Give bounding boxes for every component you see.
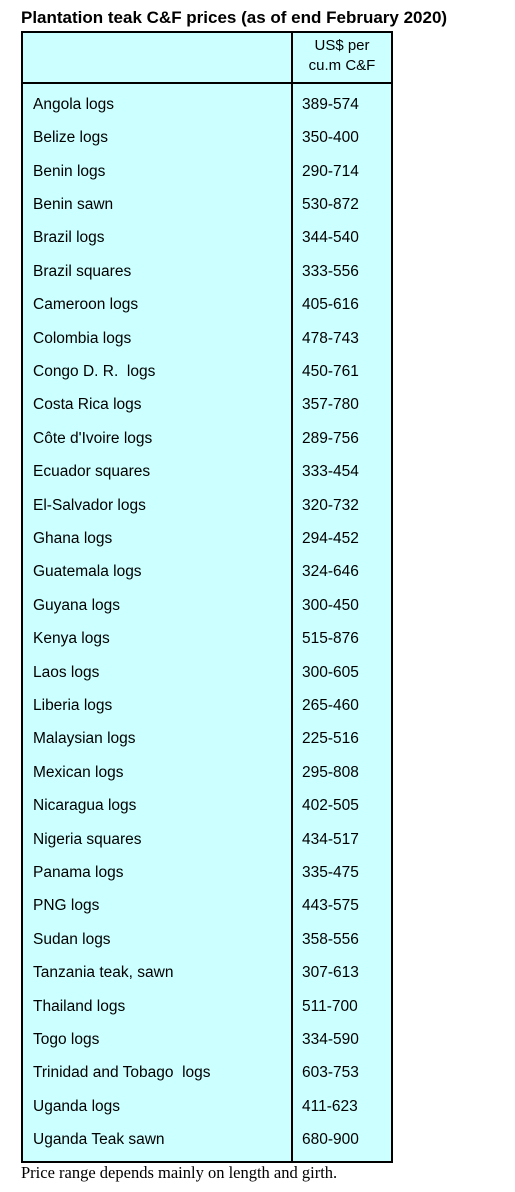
price-cell: 511-700	[302, 997, 358, 1015]
table-body	[23, 84, 391, 1163]
table-row	[23, 322, 391, 355]
price-cell: 434-517	[302, 830, 359, 848]
table-row	[23, 689, 391, 722]
price-cell: 515-876	[302, 630, 359, 648]
country-cell: Togo logs	[33, 1031, 100, 1049]
country-cell: Guatemala logs	[33, 563, 142, 581]
table-row	[23, 756, 391, 789]
price-cell: 333-556	[302, 262, 359, 280]
price-column-header-line2: cu.m C&F	[308, 57, 376, 74]
table-row	[23, 222, 391, 255]
country-cell: Angola logs	[33, 95, 115, 113]
country-cell: Benin logs	[33, 162, 106, 180]
price-cell: 357-780	[302, 396, 359, 414]
country-cell: Malaysian logs	[33, 730, 136, 748]
price-cell: 300-450	[302, 596, 359, 614]
table-row	[23, 1057, 391, 1090]
table-row	[23, 957, 391, 990]
country-cell: Cameroon logs	[33, 296, 139, 314]
table-row	[23, 790, 391, 823]
price-cell: 300-605	[302, 663, 359, 681]
country-cell: Sudan logs	[33, 930, 111, 948]
table-row	[23, 623, 391, 656]
table-row	[23, 990, 391, 1023]
table-row	[23, 723, 391, 756]
country-cell: Uganda Teak sawn	[33, 1131, 165, 1149]
country-cell: Ghana logs	[33, 529, 113, 547]
price-cell: 290-714	[302, 162, 359, 180]
price-cell: 450-761	[302, 362, 359, 380]
price-cell: 289-756	[302, 429, 359, 447]
price-column-header-line1: US$ per	[314, 37, 370, 54]
table-row	[23, 288, 391, 321]
table-row	[23, 188, 391, 221]
table-row	[23, 1023, 391, 1056]
country-cell: Benin sawn	[33, 195, 114, 213]
price-cell: 350-400	[302, 129, 359, 147]
table-row	[23, 856, 391, 889]
table-row	[23, 489, 391, 522]
country-cell: Laos logs	[33, 663, 100, 681]
table-row	[23, 823, 391, 856]
country-cell: Liberia logs	[33, 697, 113, 715]
price-cell: 225-516	[302, 730, 359, 748]
table-row	[23, 923, 391, 956]
price-cell: 411-623	[302, 1097, 358, 1115]
country-cell: Tanzania teak, sawn	[33, 964, 174, 982]
price-cell: 680-900	[302, 1131, 359, 1149]
price-cell: 320-732	[302, 496, 359, 514]
price-cell: 530-872	[302, 195, 359, 213]
price-cell: 402-505	[302, 797, 359, 815]
country-cell: PNG logs	[33, 897, 100, 915]
price-cell: 344-540	[302, 229, 359, 247]
country-cell: Guyana logs	[33, 596, 121, 614]
price-cell: 295-808	[302, 763, 359, 781]
price-cell: 333-454	[302, 463, 359, 481]
table-row	[23, 255, 391, 288]
country-cell: Thailand logs	[33, 997, 126, 1015]
country-cell: Nicaragua logs	[33, 797, 137, 815]
country-cell: Brazil logs	[33, 229, 105, 247]
country-cell: Nigeria squares	[33, 830, 142, 848]
country-cell: Belize logs	[33, 129, 108, 147]
country-cell: Congo D. R. logs	[33, 362, 156, 380]
table-row	[23, 88, 391, 121]
country-cell: Uganda logs	[33, 1097, 121, 1115]
price-cell: 389-574	[302, 95, 359, 113]
price-cell: 443-575	[302, 897, 359, 915]
country-cell: Panama logs	[33, 864, 124, 882]
price-cell: 603-753	[302, 1064, 359, 1082]
country-cell: Trinidad and Tobago logs	[33, 1064, 211, 1082]
country-cell: Costa Rica logs	[33, 396, 142, 414]
price-cell: 324-646	[302, 563, 359, 581]
price-cell: 294-452	[302, 529, 359, 547]
table-row	[23, 389, 391, 422]
table-row	[23, 155, 391, 188]
price-cell: 265-460	[302, 697, 359, 715]
table-row	[23, 1090, 391, 1123]
country-cell: Kenya logs	[33, 630, 110, 648]
country-cell: Mexican logs	[33, 763, 124, 781]
table-row	[23, 1124, 391, 1157]
table-row	[23, 556, 391, 589]
country-cell: Brazil squares	[33, 262, 132, 280]
table-row	[23, 522, 391, 555]
price-column-header	[293, 36, 391, 76]
price-table	[21, 31, 393, 1163]
price-cell: 478-743	[302, 329, 359, 347]
country-cell: Ecuador squares	[33, 463, 151, 481]
price-cell: 358-556	[302, 930, 359, 948]
table-title: Plantation teak C&F prices (as of end February 2020)	[21, 8, 448, 27]
table-row	[23, 589, 391, 622]
country-cell: Colombia logs	[33, 329, 132, 347]
table-row	[23, 890, 391, 923]
table-row	[23, 422, 391, 455]
footnote: Price range depends mainly on length and girth.	[21, 1163, 338, 1182]
price-cell: 334-590	[302, 1031, 359, 1049]
table-row	[23, 455, 391, 488]
country-cell: Côte d'Ivoire logs	[33, 429, 153, 447]
price-cell: 405-616	[302, 296, 359, 314]
price-cell: 307-613	[302, 964, 359, 982]
table-row	[23, 656, 391, 689]
table-row	[23, 355, 391, 388]
country-cell: El-Salvador logs	[33, 496, 146, 514]
table-row	[23, 121, 391, 154]
price-cell: 335-475	[302, 864, 359, 882]
table-header-row	[23, 33, 391, 84]
